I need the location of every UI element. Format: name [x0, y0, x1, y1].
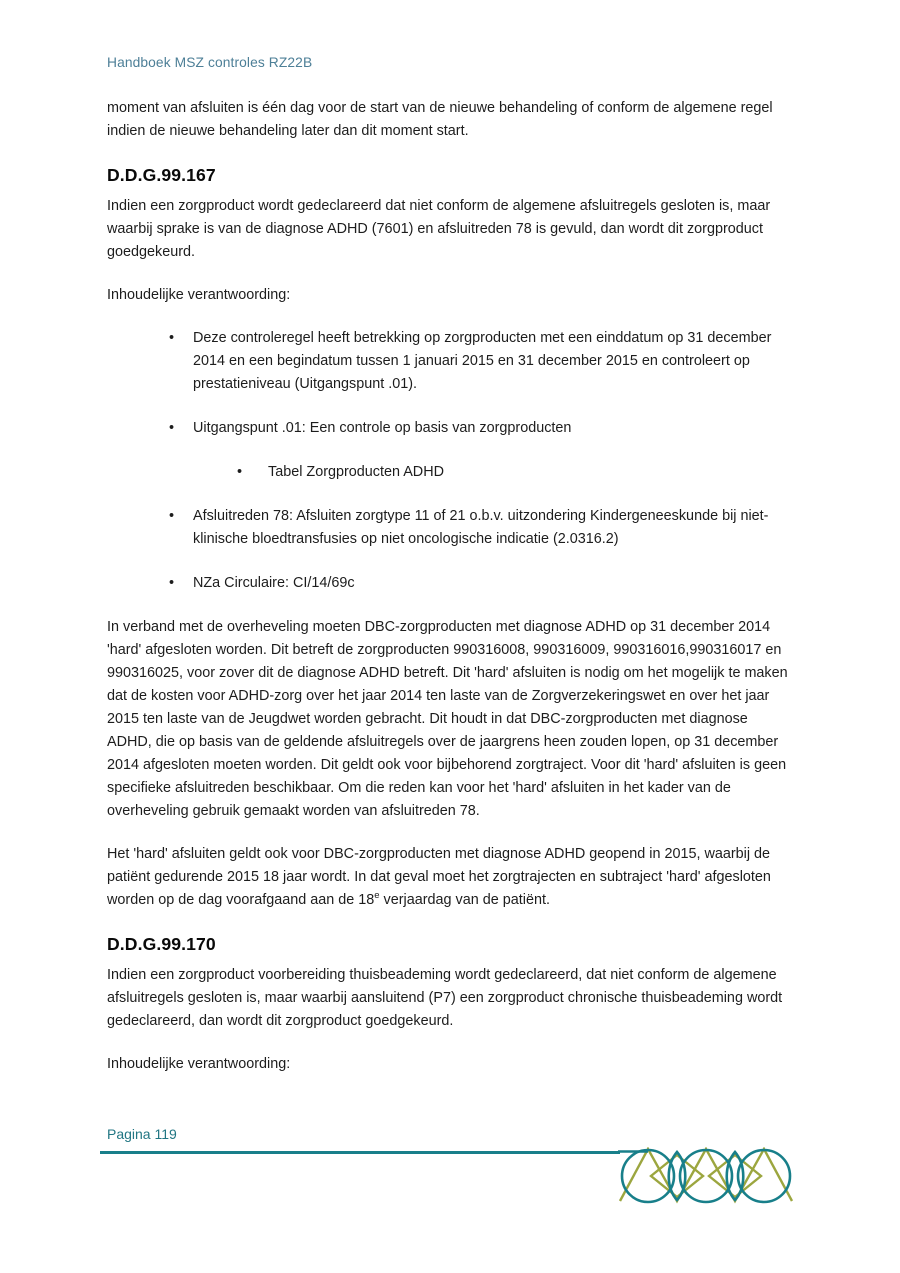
decorative-weave-logo-icon	[618, 1147, 794, 1205]
section-title-167: D.D.G.99.167	[107, 165, 216, 185]
intro-paragraph: moment van afsluiten is één dag voor de start van de nieuwe behandeling of conform de algemene regel indien de nieuwe behandeling later dan dit moment start.	[107, 100, 773, 139]
bullet-icon: •	[237, 464, 243, 480]
paragraph-text-part: verjaardag van de patiënt.	[379, 892, 550, 908]
bullet-text: Afsluitreden 78: Afsluiten zorgtype 11 of 21 o.b.v. uitzondering Kindergeneeskunde bij niet-klinische bloedtransfusies op niet oncologische indicatie (2.0316.2)	[193, 508, 769, 547]
bullet-item	[169, 327, 793, 396]
bullet-item	[169, 505, 793, 551]
paragraph-text-part: Het 'hard' afsluiten geldt ook voor DBC-zorgproducten met diagnose ADHD geopend in 2015, waarbij de patiënt gedurende 2015 18 jaar wordt. In dat geval moet het zorgtrajecten en subtraject 'hard' afgesloten worden op de dag voorafgaand aan de 18	[107, 846, 771, 908]
section-167-intro: Indien een zorgproduct wordt gedeclareerd dat niet conform de algemene afsluitregels gesloten is, maar waarbij sprake is van de diagnose ADHD (7601) en afsluitreden 78 is gevuld, dan wordt dit zorgproduct goedgekeurd.	[107, 198, 771, 260]
page-number: Pagina 119	[107, 1126, 177, 1142]
bullet-icon: •	[169, 575, 175, 591]
running-header: Handboek MSZ controles RZ22B	[107, 55, 313, 70]
bullet-text: Deze controleregel heeft betrekking op zorgproducten met een einddatum op 31 december 2014 en een begindatum tussen 1 januari 2015 en 31 december 2015 en controleert op prestatieniveau (Uitgangspunt .01).	[193, 330, 772, 392]
section-170-intro: Indien een zorgproduct voorbereiding thuisbeademing wordt gedeclareerd, dat niet conform de algemene afsluitregels gesloten is, maar waarbij aansluitend (P7) een zorgproduct chronische thuisbeademing wordt gedeclareerd, dan wordt dit zorgproduct goedgekeurd.	[107, 967, 783, 1029]
ordinal-superscript: e	[374, 890, 380, 902]
bullet-icon: •	[169, 508, 175, 524]
bullet-item-nested	[237, 461, 793, 484]
bullet-text: Tabel Zorgproducten ADHD	[268, 464, 444, 480]
page-footer	[100, 1126, 794, 1205]
verantwoording-label-167: Inhoudelijke verantwoording:	[107, 287, 291, 303]
bullet-text: NZa Circulaire: CI/14/69c	[193, 575, 355, 591]
bullet-text: Uitgangspunt .01: Een controle op basis van zorgproducten	[193, 420, 572, 436]
bullet-item	[169, 417, 793, 440]
paragraph-overheveling: In verband met de overheveling moeten DBC-zorgproducten met diagnose ADHD op 31 december 2014 'hard' afgesloten worden. Dit betreft de zorgproducten 990316008, 990316009, 990316016,990316017 en 990316025, voor zover dit de diagnose ADHD betreft. Dit 'hard' afsluiten is nodig om het mogelijk te maken dat de kosten voor ADHD-zorg over het jaar 2014 ten laste van de Zorgverzekeringswet en over het jaar 2015 ten laste van de Jeugdwet worden gebracht. Dit houdt in dat DBC-zorgproducten met diagnose ADHD, die op basis van de geldende afsluitregels over de jaargrens heen zouden lopen, op 31 december 2014 afgesloten moeten worden. Dit geldt ook voor bijbehorend zorgtraject. Voor dit 'hard' afsluiten is geen specifieke afsluitreden beschikbaar. Om die reden kan voor het 'hard' afsluiten in het kader van de overheveling gebruik gemaakt worden van afsluitreden 78.	[107, 619, 788, 819]
footer-rule	[100, 1151, 620, 1154]
paragraph-hard-afsluiten	[107, 843, 793, 912]
bullet-icon: •	[169, 330, 175, 346]
bullet-icon: •	[169, 420, 175, 436]
verantwoording-label-170: Inhoudelijke verantwoording:	[107, 1056, 291, 1072]
section-title-170: D.D.G.99.170	[107, 934, 216, 954]
bullet-item	[169, 572, 793, 595]
footer-rule-row	[100, 1147, 794, 1205]
